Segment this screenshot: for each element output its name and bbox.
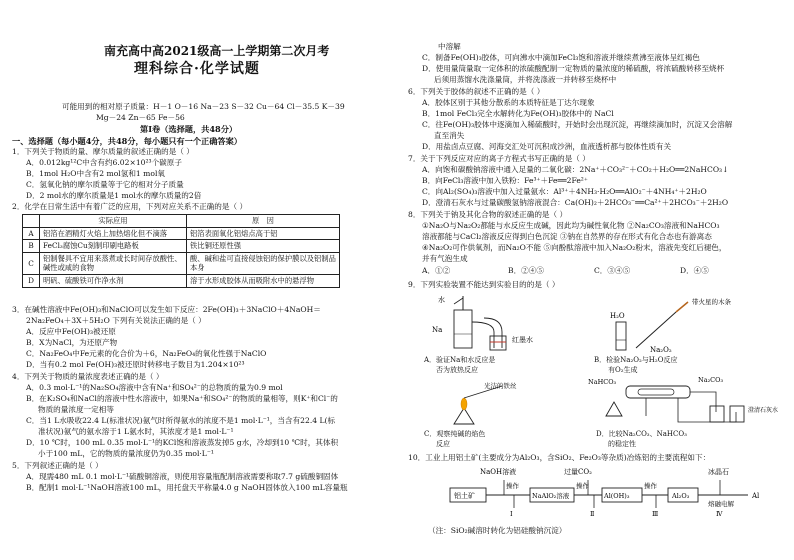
table-cell: 明矾、硫酸铁可作净水剂 — [40, 274, 187, 287]
fig-label-h2o: H₂O — [610, 312, 625, 320]
volume-heading: 第Ⅰ卷（选择题，共48分） — [140, 124, 238, 134]
table-cell: D — [23, 274, 40, 287]
q8-statement-3: ④Na₂O₂可作供氧剂，而Na₂O不能 ⑤向酚酞溶液中加入Na₂O₂粉末，溶液先变红后褪色， — [422, 243, 727, 252]
q9-figure-d — [586, 372, 782, 430]
q8-option-d: D．④⑤ — [680, 266, 709, 275]
q1-stem: 1．下列关于物质的量、摩尔质量的叙述正确的是（ ） — [12, 147, 194, 156]
q5-stem: 5．下列叙述正确的是（ ） — [12, 461, 103, 470]
table-cell: B — [23, 240, 40, 253]
fig-label-cotton: 光洁的铁丝 — [484, 382, 517, 390]
q1-option-d: D．2 mol水的摩尔质量是1 mol水的摩尔质量的2倍 — [26, 191, 202, 200]
flow-box-al2o3: Al₂O₃ — [672, 492, 690, 500]
q8-option-a: A．①② — [422, 266, 451, 275]
q3-option-c: C．Na₂FeO₄中Fe元素的化合价为＋6，Na₂FeO₄的氧化性强于NaClO — [26, 349, 267, 358]
q9-caption-a-2: 否为放热反应 — [436, 366, 478, 374]
q7-option-c: C．向Al₂(SO₄)₃溶液中加入过量氨水：Al³⁺＋4NH₃·H₂O══AlO₂⁻＋4NH₄⁺＋2H₂O — [422, 187, 707, 196]
flow-op-2: 操作 — [576, 482, 589, 490]
q4-option-d-1: D．10 ℃时，100 mL 0.35 mol·L⁻¹的KCl饱和溶液蒸发掉5 g水，冷却到10 ℃时，其体积 — [26, 438, 339, 447]
atomic-masses-line-2: Mg－24 Zn－65 Fe－56 — [96, 113, 185, 122]
flow-step-2: Ⅱ — [590, 510, 595, 518]
q10-flowchart — [430, 464, 780, 522]
q9-caption-c-1: C．观察纯碱的焰色 — [424, 430, 486, 438]
table-header-row — [23, 215, 340, 228]
q1-option-c: C．氢氧化钠的摩尔质量等于它的相对分子质量 — [26, 180, 184, 189]
q6-stem: 6．下列关于胶体的叙述不正确的是（ ） — [408, 87, 545, 96]
q9-caption-a-1: A．验证Na和水反应是 — [424, 356, 496, 364]
q8-statement-1: ①Na₂O与Na₂O₂都能与水反应生成碱，因此均为碱性氧化物 ②Na₂CO₃溶液和NaHCO₃ — [422, 221, 720, 230]
table-cell: 铝箔表面氧化铝熔点高于铝 — [187, 227, 340, 240]
q5-option-a: A．现需480 mL 0.1 mol·L⁻¹硫酸铜溶液，则使用容量瓶配制溶液需要称取7.7 g硫酸铜固体 — [26, 472, 339, 481]
q8-statement-4: 并有气泡生成 — [422, 254, 468, 263]
q3-stem-1: 3．在碱性溶液中Fe(OH)₃和NaClO可以发生如下反应：2Fe(OH)₃＋3NaClO＋4NaOH＝ — [12, 305, 321, 314]
q7-stem: 7．关于下列反应对应的离子方程式书写正确的是（ ） — [408, 154, 590, 163]
q6-option-d: D．用盐卤点豆腐、河海交汇处可沉积成沙洲，血液透析都与胶体性质有关 — [422, 142, 672, 151]
q9-figure-a — [424, 292, 564, 354]
flow-step-3: Ⅲ — [652, 510, 659, 518]
table-row — [23, 227, 340, 240]
table-cell: 酸、碱和盐可直接侵蚀铝的保护膜以及铝制品本身 — [187, 252, 340, 274]
q3-option-a: A．反应中Fe(OH)₃被还原 — [26, 327, 116, 336]
flow-box-naalo2: NaAlO₂溶液 — [532, 492, 570, 500]
flow-cryolite: 冰晶石 — [708, 468, 729, 476]
q4-option-d-2: 小于100 mL，它的物质的量浓度仍为0.35 mol·L⁻¹ — [38, 449, 214, 458]
table-cell: 溶于水形成胶体从而吸附水中的悬浮物 — [187, 274, 340, 287]
q1-option-b: B．1mol H₂O中含有2 mol氢和1 mol氧 — [26, 169, 165, 178]
fig-label-na2o2: Na₂O₂ — [650, 346, 672, 354]
fig-label-clear-lime: 澄清石灰水 — [748, 407, 779, 414]
q5-option-d-2: 后须用蒸馏水洗涤量筒，并将洗涤液一并转移至烧杯中 — [434, 75, 617, 84]
table-header-cell: 实际应用 — [40, 215, 187, 228]
fig-label-na: Na — [432, 326, 443, 334]
q6-option-a: A．胶体区别于其他分散系的本质特征是丁达尔现象 — [422, 98, 595, 107]
q8-option-b: B．②④⑤ — [508, 266, 544, 275]
q5-continued: 中溶解 — [438, 42, 461, 51]
q2-table — [22, 214, 340, 288]
q10-note: （注：SiO₂碱溶时转化为铝硅酸钠沉淀） — [428, 526, 567, 535]
flow-step-1: Ⅰ — [510, 510, 513, 518]
table-cell: FeCl₃腐蚀Cu刻制印刷电路板 — [40, 240, 187, 253]
exam-title: 南充高中高2021级高一上学期第二次月考 — [104, 44, 330, 58]
flow-electrolysis: 熔融电解 — [708, 500, 734, 508]
q6-option-b: B．1mol FeCl₃完全水解转化为Fe(OH)₃胶体中的 NaCl — [422, 109, 614, 118]
q9-caption-d-2: 的稳定性 — [608, 440, 636, 448]
flow-product-al: Al — [752, 492, 760, 500]
q4-option-b-2: 物质的量浓度一定相等 — [38, 405, 114, 414]
table-cell: 铁比铜还原性强 — [187, 240, 340, 253]
flow-op-3: 操作 — [644, 482, 657, 490]
q8-statement-2: 溶液都能与CaCl₂溶液反应得到白色沉淀 ③钠在自然界的存在形式有化合态也有游离态 — [422, 232, 712, 241]
q7-option-d: D．澄清石灰水与过量碳酸氢钠溶液混合：Ca(OH)₂＋2HCO₃⁻══Ca²⁺＋2HCO₃⁻＋2H₂O — [422, 198, 729, 207]
section-heading: 一、选择题（每小题4分，共48分，每小题只有一个正确答案） — [12, 136, 242, 146]
fig-label-water: 水 — [438, 296, 445, 304]
flow-reagent-co2: 过量CO₂ — [564, 468, 592, 476]
q9-caption-d-1: D．比较Na₂CO₃、NaHCO₃ — [596, 430, 687, 438]
table-header-cell — [23, 215, 40, 228]
flow-box-aloh3: Al(OH)₃ — [604, 492, 630, 500]
q9-caption-b-1: B．检验Na₂O₂与H₂O反应 — [594, 356, 678, 364]
q10-stem: 10．工业上用铝土矿(主要成分为Al₂O₃，含SiO₂、Fe₂O₃等杂质)冶炼铝的主要流程如下： — [408, 453, 711, 462]
flow-op-1: 操作 — [506, 482, 519, 490]
table-header-cell: 原 因 — [187, 215, 340, 228]
exam-subtitle: 理科综合·化学试题 — [134, 61, 260, 77]
q9-caption-b-2: 有O₂生成 — [608, 366, 638, 374]
table-cell: C — [23, 252, 40, 274]
q4-option-c-2: 准状况)氨气的氨水溶于1 L氨水时，其浓度才是1 mol·L⁻¹ — [38, 427, 234, 436]
q9-figure-b — [596, 292, 746, 354]
q7-option-a: A．向饱和碳酸钠溶液中通入足量的二氧化碳：2Na⁺＋CO₃²⁻＋CO₂＋H₂O══2NaHCO₃↓ — [422, 165, 729, 174]
q8-option-c: C．③④⑤ — [594, 266, 631, 275]
q4-option-a: A．0.3 mol·L⁻¹的Na₂SO₄溶液中含有Na⁺和SO₄²⁻的总物质的量为0.9 mol — [26, 383, 283, 392]
q9-stem: 9．下列实验装置不能达到实验目的的是（ ） — [408, 280, 560, 289]
q7-option-b: B．向FeCl₃溶液中加入铁粉：Fe³⁺＋Fe══2Fe²⁺ — [422, 176, 588, 185]
fig-label-na2co3: Na₂CO₃ — [698, 376, 724, 384]
q9-figure-c — [424, 378, 574, 428]
q1-option-a: A．0.012kg¹²C中含有约6.02×10²³个碳原子 — [26, 158, 182, 167]
table-row — [23, 252, 340, 274]
q4-option-c-1: C．当1 L水吸收22.4 L(标准状况)氨气时所得氨水的浓度不是1 mol·L⁻¹，当含有22.4 L(标 — [26, 416, 336, 425]
q5-option-c: C．制备Fe(OH)₃胶体，可向沸水中滴加FeCl₃饱和溶液并继续煮沸至液体呈红褐色 — [422, 53, 700, 62]
table-cell: A — [23, 227, 40, 240]
table-cell: 铝制餐具不宜用来蒸煮或长时间存放酸性、碱性或咸的食物 — [40, 252, 187, 274]
q3-stem-2: 2Na₂FeO₄＋3X＋5H₂O 下列有关说法正确的是（ ） — [26, 316, 206, 325]
q9-caption-c-2: 反应 — [436, 440, 450, 448]
q2-stem: 2．化学在日常生活中有着广泛的应用，下列对应关系不正确的是（ ） — [12, 202, 248, 211]
q3-option-b: B．X为NaCl，为还原产物 — [26, 338, 118, 347]
table-row — [23, 274, 340, 287]
fig-label-splint: 带火星的木条 — [692, 298, 731, 306]
table-cell: 铝箔在酒精灯火焰上加热熔化但不滴落 — [40, 227, 187, 240]
q6-option-c-1: C．往Fe(OH)₃胶体中逐滴加入稀硫酸时，开始时会出现沉淀，再继续滴加时，沉淀又会溶解 — [422, 120, 733, 129]
fig-label-nahco3: NaHCO₃ — [588, 378, 617, 386]
atomic-masses-line-1: 可能用到的相对原子质量：H－1 O－16 Na－23 S－32 Cu－64 Cl－35.5 K－39 — [62, 102, 345, 111]
q4-option-b-1: B．在K₂SO₄和NaCl的溶液中性水溶液中，如果Na⁺和SO₄²⁻的物质的量相等，则K⁺和Cl⁻的 — [26, 394, 338, 403]
flow-step-4: Ⅳ — [716, 510, 723, 518]
q5-option-b: B．配制1 mol·L⁻¹NaOH溶液100 mL，用托盘天平称量4.0 g NaOH固体放入100 mL容量瓶 — [26, 483, 348, 492]
table-row — [23, 240, 340, 253]
q5-option-d-1: D．使用量筒量取一定体积的浓硫酸配制一定物质的量浓度的稀硫酸，将浓硫酸转移至烧杯 — [422, 64, 725, 73]
q3-option-d: D．当有0.2 mol Fe(OH)₃被还原时转移电子数目为1.204×10²³ — [26, 360, 245, 369]
q4-stem: 4．下列关于物质的量浓度表述正确的是（ ） — [12, 372, 164, 381]
flow-reagent-naoh: NaOH溶液 — [480, 468, 517, 476]
q6-option-c-2: 直至消失 — [434, 131, 465, 140]
fig-label-red-ink: 红墨水 — [512, 336, 533, 344]
flow-box-bauxite: 铝土矿 — [454, 492, 475, 500]
q8-stem: 8．下列关于钠及其化合物的叙述正确的是（ ） — [408, 210, 568, 219]
